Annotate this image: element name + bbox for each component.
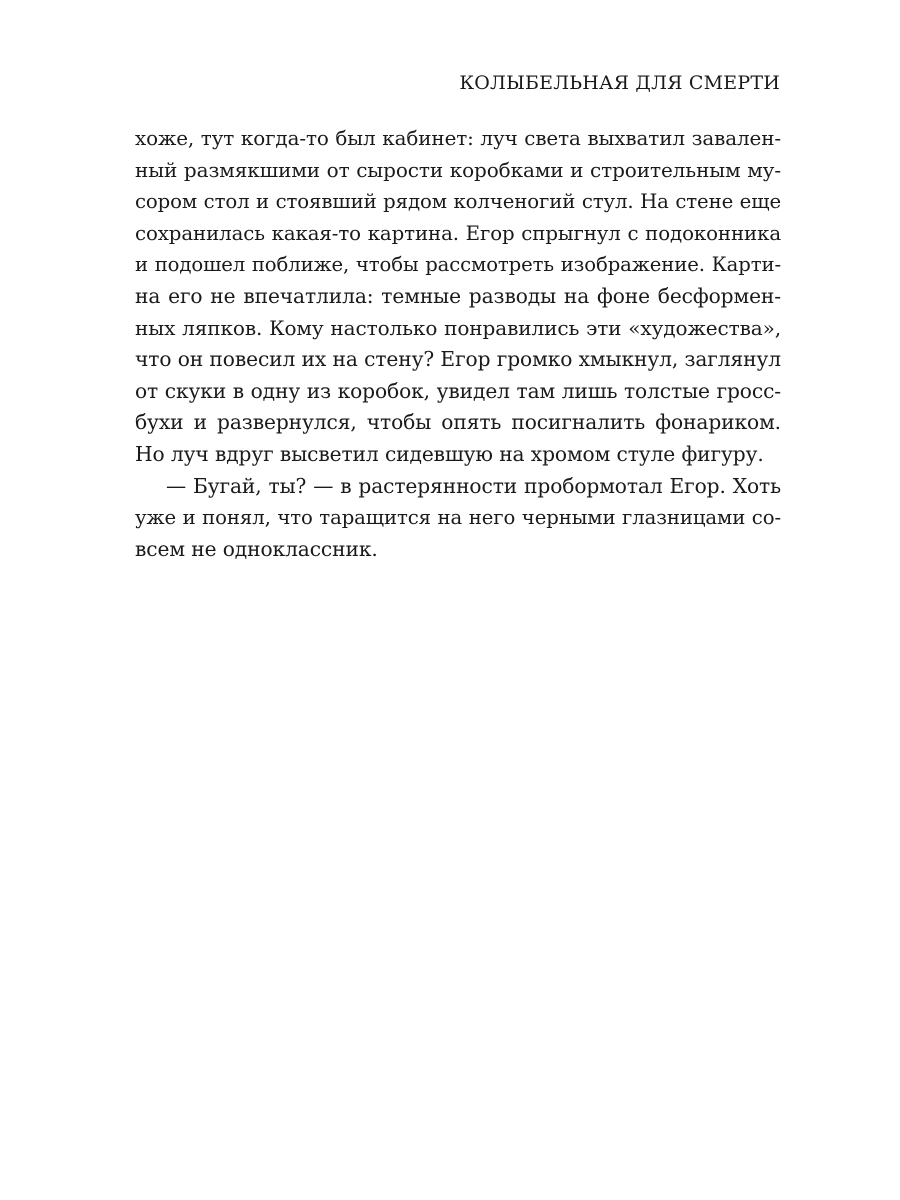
text-line: уже и понял, что таращится на него черными глазницами со- xyxy=(135,506,781,530)
text-line: на его не впечатлила: темные разводы на фоне бесформен- xyxy=(135,283,781,308)
body-text xyxy=(135,123,781,565)
text-line: что он повесил их на стену? Егор громко хмыкнул, заглянул xyxy=(135,347,781,372)
text-line: от скуки в одну из коробок, увидел там лишь толстые гросс- xyxy=(135,378,781,403)
text-line: ных ляпков. Кому настолько понравились эти «художества», xyxy=(135,315,781,340)
text-line: бухи и развернулся, чтобы опять посигналить фонариком. xyxy=(135,410,781,435)
text-line: и подошел поближе, чтобы рассмотреть изображение. Карти- xyxy=(135,253,781,277)
text-line: сором стол и стоявший рядом колченогий стул. На стене еще xyxy=(135,190,781,214)
paragraph-end-line: Но луч вдруг высветил сидевшую на хромом стуле фигуру. xyxy=(135,441,764,466)
dialogue-line: — Бугай, ты? — в растерянности пробормотал Егор. Хоть xyxy=(166,473,781,498)
text-line: хоже, тут когда-то был кабинет: луч света выхватил завален- xyxy=(135,127,781,150)
running-header: КОЛЫБЕЛЬНАЯ ДЛЯ СМЕРТИ xyxy=(459,72,780,94)
text-line: сохранилась какая-то картина. Егор спрыгнул с подоконника xyxy=(135,221,781,245)
text-line: ный размякшими от сырости коробками и строительным му- xyxy=(135,157,781,182)
paragraph-end-line: всем не одноклассник. xyxy=(135,536,378,561)
